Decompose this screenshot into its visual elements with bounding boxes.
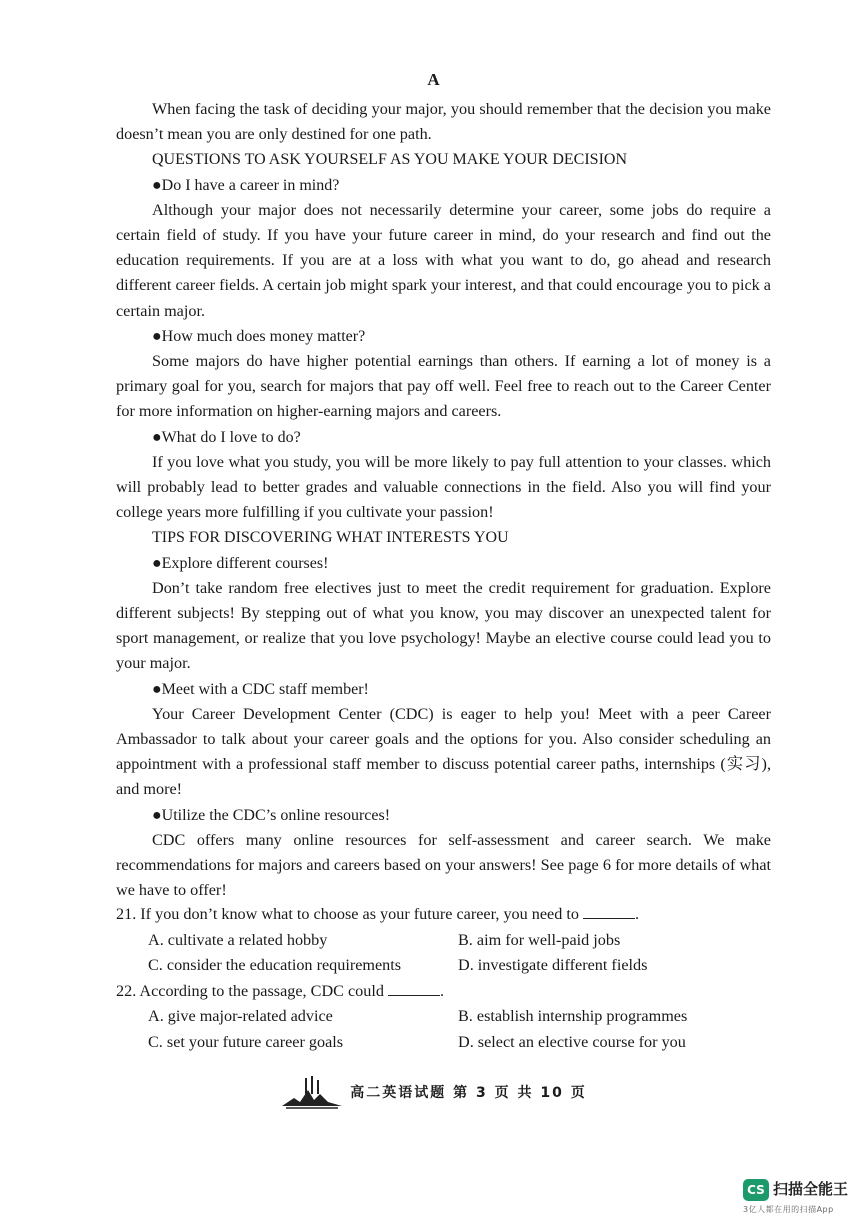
option-row: [116, 1030, 776, 1056]
bullet-title: ●How much does money matter?: [152, 327, 366, 345]
option-d: D. select an elective course for you: [458, 1032, 686, 1051]
bullet-title: ●Do I have a career in mind?: [152, 176, 340, 194]
bullet-body: If you love what you study, you will be more likely to pay full attention to your classes. which will probably lead to better grades and valuable connections in the field. Also you will find your college years more fulfilling if you cultivate your passion!: [116, 452, 771, 522]
question-end: .: [440, 981, 445, 1000]
heading-questions: QUESTIONS TO ASK YOURSELF AS YOU MAKE YOUR DECISION: [152, 151, 628, 169]
option-row: [116, 953, 776, 979]
question-21: [116, 902, 776, 928]
bullet-body: Don’t take random free electives just to meet the credit requirement for graduation. Explore different subjects! By stepping out of what you know, you may discover an unexpected talent for sport management, or realize that you love psychology! Maybe an elective course could lead you to your major.: [116, 578, 771, 673]
mountain-logo-icon: [280, 1072, 344, 1112]
option-row: [116, 928, 776, 954]
section-title: A: [427, 70, 440, 89]
question-stem: 21. If you don’t know what to choose as your future career, you need to: [116, 905, 579, 923]
option-row: [116, 1004, 776, 1030]
question-list: [116, 902, 776, 1055]
page-footer: [0, 1072, 867, 1112]
option-d: D. investigate different fields: [458, 956, 648, 974]
heading-tips: TIPS FOR DISCOVERING WHAT INTERESTS YOU: [152, 529, 509, 547]
intro-paragraph: When facing the task of deciding your major, you should remember that the decision you make doesn’t mean you are only destined for one path.: [116, 100, 771, 144]
option-c: C. set your future career goals: [148, 1032, 344, 1051]
bullet-title: ●What do I love to do?: [152, 428, 301, 446]
watermark-name: 扫描全能王: [773, 1180, 849, 1198]
question-end: .: [635, 905, 640, 923]
watermark-subtitle: 3亿人都在用的扫描App: [743, 1205, 834, 1214]
option-b: B. aim for well-paid jobs: [458, 930, 621, 949]
question-22: [116, 979, 776, 1005]
scanner-watermark: [743, 1176, 853, 1218]
camscanner-logo-icon: CS: [743, 1179, 769, 1201]
bullet-title: ●Utilize the CDC’s online resources!: [152, 806, 391, 824]
option-c: C. consider the education requirements: [148, 956, 402, 974]
answer-blank: [583, 904, 635, 919]
option-a: A. give major-related advice: [148, 1007, 333, 1025]
page-number: 高二英语试题 第 3 页 共 10 页: [350, 1085, 587, 1101]
bullet-body: Some majors do have higher potential earnings than others. If earning a lot of money is a primary goal for you, search for majors that pay off well. Feel free to reach out to the Career Center for more information on higher-earning majors and careers.: [116, 352, 771, 421]
option-b: B. establish internship programmes: [458, 1007, 688, 1025]
bullet-title: ●Explore different courses!: [152, 554, 329, 572]
answer-blank: [388, 981, 440, 996]
bullet-title: ●Meet with a CDC staff member!: [152, 680, 369, 698]
reading-passage: [116, 97, 771, 904]
bullet-body: CDC offers many online resources for self-assessment and career search. We make recommendations for majors and careers based on your answers! See page 6 for more details of what we have to offer!: [116, 830, 771, 900]
question-stem: 22. According to the passage, CDC could: [116, 981, 384, 1000]
bullet-body: Although your major does not necessarily determine your career, some jobs do require a certain field of study. If you have your future career in mind, do your research and find out the education requirements. If you are at a loss with what you want to do, go ahead and research different career fields. A certain job might spark your interest, and that could encourage you to pick a certain major.: [116, 200, 771, 320]
bullet-body: Your Career Development Center (CDC) is eager to help you! Meet with a peer Career Ambassador to talk about your career goals and the options for you. Also consider scheduling an appointment with a professional staff member to discuss potential career paths, internships (实习), and more!: [116, 704, 771, 799]
option-a: A. cultivate a related hobby: [148, 930, 328, 949]
